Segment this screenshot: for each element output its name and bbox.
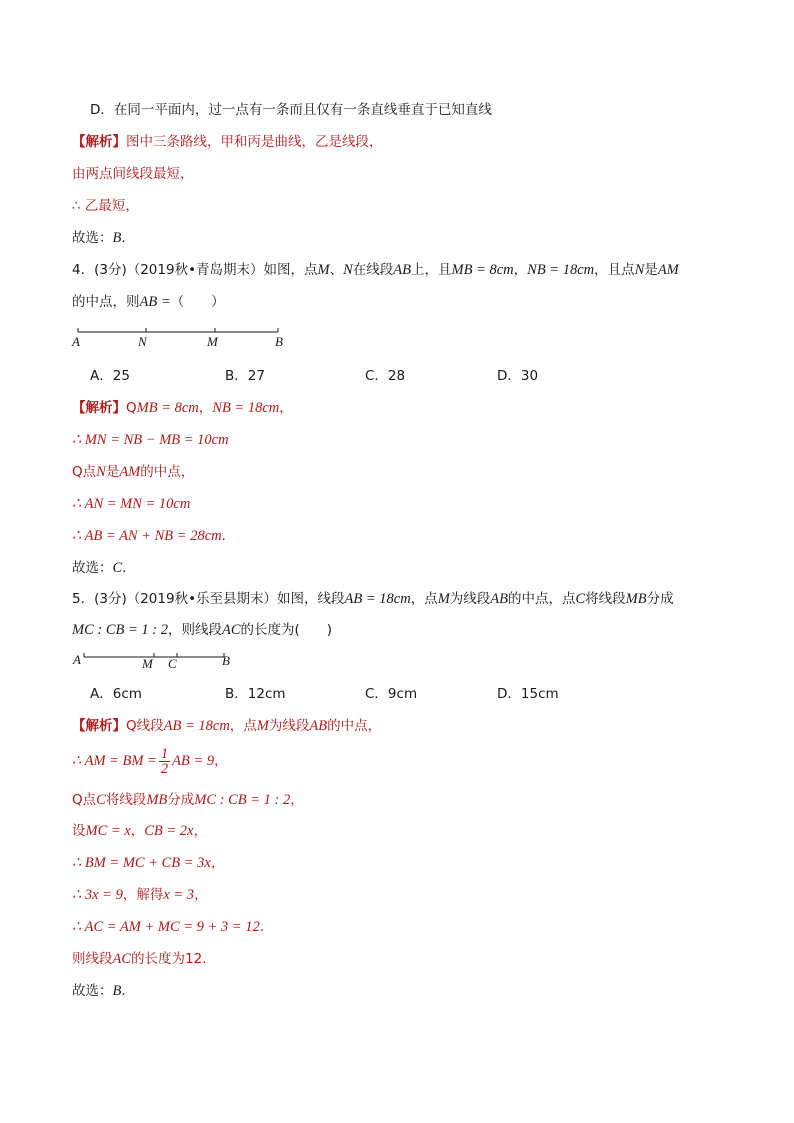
q5-solution-line-6 [72,885,208,905]
solution-text: 是 [105,464,120,480]
stem-text: 是 [644,262,658,278]
q5-solution-line-8 [72,949,216,969]
math-var: C [575,591,586,607]
point-label-b: B [222,653,230,668]
jiexi-tag: 【解析】 [72,134,126,150]
math-var: MB [146,792,168,808]
q4-stem-line-1 [72,260,679,280]
option-text: D．在同一平面内，过一点有一条而且仅有一条直线垂直于已知直线 [90,102,492,118]
math-expr: ∴ AC = AM + MC = 9 + 3 = 12 [72,919,260,935]
q5-solution-line-5 [72,853,224,873]
solution-text: ， [279,400,293,416]
math-expr: NB = 18cm [527,262,595,278]
solution-text: ， [290,792,304,808]
math-var: M [437,591,450,607]
solution-text: ． [259,919,274,935]
math-var: N [343,262,353,278]
math-expr: x = 3 [163,887,195,903]
math-var: M [317,262,330,278]
answer-value: C [112,560,123,576]
answer-end: ． [121,983,135,999]
jiexi-tag: 【解析】 [72,400,126,416]
math-expr: MC = x [85,823,131,839]
solution-text: ， [193,823,207,839]
solution-text: 的中点， [327,718,382,734]
solution-text: 分成 [167,792,195,808]
answer-blank: 的长度为( ) [240,622,333,638]
q5-solution-line-7 [72,917,273,937]
math-expr: AB = 18cm [163,718,230,734]
option-text: B．12cm [225,686,286,702]
q5-option-d[interactable] [497,684,559,704]
jiexi-text: 图中三条路线，甲和丙是曲线，乙是线段， [126,134,383,150]
math-expr: MB = 8cm [451,262,514,278]
q4-solution-line-3 [72,462,194,482]
answer-end: ． [122,560,136,576]
q5-stem-line-2 [72,620,332,640]
q4-option-a[interactable]: A．25 [90,368,130,384]
stem-text: ，点 [410,591,438,607]
option-text: C．9cm [365,686,418,702]
q4-segment-figure [70,322,300,350]
prev-solution-line-2 [72,164,194,184]
solution-text: 则线段 [72,951,113,967]
point-label-m: M [207,334,218,349]
stem-text: ，则线段 [167,622,222,638]
math-expr: NB = 18cm [212,400,280,416]
q4-stem-line-2 [72,292,225,312]
fraction-numerator: 1 [160,745,169,762]
q5-solution-line-4 [72,821,207,841]
fraction-one-half [159,747,170,776]
solution-value: 12 [185,951,203,967]
answer-value: B [112,983,122,999]
q4-solution-line-1 [72,398,293,418]
math-var: N [96,464,106,480]
math-var: AB [393,262,412,278]
math-var: AB [490,591,508,607]
option-text: A．6cm [90,686,142,702]
jiexi-tag: 【解析】 [72,718,126,734]
math-var: M [256,718,269,734]
stem-text: 4．(3分)（2019秋•青岛期末）如图，点 [72,262,318,278]
answer-label: 故选： [72,230,113,246]
answer-end: ． [121,230,135,246]
math-expr: ∴ AM = BM = [72,753,157,769]
solution-text: ， [198,400,213,416]
prev-answer [72,228,135,248]
solution-text: 由两点间线段最短， [72,166,194,182]
q4-answer [72,558,136,578]
math-expr: ∴ AB = AN + NB = 28cm [72,528,222,544]
math-var: AC [112,951,132,967]
prev-jiexi-line [72,132,383,152]
q5-segment-figure [70,648,240,676]
math-var: C [96,792,106,808]
stem-text: 的中点，点 [508,591,576,607]
solution-text: ， [194,887,208,903]
q4-solution-line-4 [72,494,190,514]
solution-text: Q线段 [126,718,164,734]
math-expr: MC : CB = 1 : 2 [72,622,168,638]
point-label-c: C [168,656,177,671]
prev-option-d [90,100,492,120]
stem-text: 分成 [646,591,674,607]
solution-text: 的中点， [140,464,195,480]
answer-blank: （ ） [170,294,225,310]
point-label-m: M [142,656,153,671]
q4-solution-line-5 [72,526,235,546]
math-var: MB [625,591,647,607]
answer-value: B [112,230,122,246]
prev-solution-line-3 [72,196,139,216]
stem-text: 的中点，则 [72,294,140,310]
math-expr: AB = [139,294,171,310]
q4-option-d[interactable]: D．30 [497,368,539,384]
math-var: AM [119,464,141,480]
q5-solution-line-2 [72,745,228,777]
stem-text: 将线段 [585,591,626,607]
q4-option-b[interactable]: B．27 [225,368,265,384]
stem-text: 为线段 [449,591,491,607]
solution-text: 为线段 [268,718,310,734]
q5-option-b[interactable] [225,684,286,704]
option-text: D．15cm [497,686,559,702]
math-var: AM [657,262,679,278]
math-expr: ∴ BM = MC + CB = 3x [72,855,211,871]
point-label-b: B [275,334,283,349]
math-expr: ∴ MN = NB − MB = 10cm [72,432,229,448]
math-expr: MC : CB = 1 : 2 [194,792,291,808]
math-expr: ∴ AN = MN = 10cm [72,496,191,512]
solution-text: ∴ 乙最短， [72,198,139,214]
stem-text: 在线段 [352,262,394,278]
stem-text: ， [513,262,528,278]
because-symbol: Q [126,400,137,416]
q5-stem-line-1 [72,589,674,609]
fraction-denominator: 2 [160,760,169,777]
math-expr: CB = 2x [144,823,194,839]
stem-text: 上，且 [411,262,452,278]
solution-text: Q点 [72,464,97,480]
math-expr: AB = 18cm [344,591,411,607]
q5-option-a[interactable] [90,684,142,704]
q5-option-c[interactable] [365,684,417,704]
point-label-n: N [138,334,147,349]
solution-text: ，解得 [122,887,164,903]
stem-text: 、 [329,262,344,278]
math-var: AC [221,622,241,638]
solution-text: Q点 [72,792,97,808]
solution-text: ． [202,951,216,967]
math-expr: MB = 8cm [136,400,199,416]
math-expr: ∴ 3x = 9 [72,887,123,903]
stem-text: ，且点 [594,262,635,278]
solution-text: ， [214,753,228,769]
q5-solution-line-3 [72,790,304,810]
solution-text: ，点 [229,718,257,734]
math-var: AB [309,718,328,734]
q5-solution-line-1 [72,716,381,736]
q5-answer [72,981,135,1001]
solution-text: ， [210,855,225,871]
solution-text: ． [221,528,236,544]
point-label-a: A [73,652,81,667]
math-var: N [634,262,645,278]
stem-text: 5．(3分)（2019秋•乐至县期末）如图，线段 [72,591,345,607]
answer-label: 故选： [72,983,113,999]
solution-text: 将线段 [105,792,147,808]
math-expr: AB = 9 [172,753,215,769]
solution-text: ， [130,823,145,839]
solution-text: 设 [72,823,86,839]
answer-label: 故选： [72,560,113,576]
q4-option-c[interactable]: C．28 [365,368,406,384]
q4-solution-line-2 [72,430,229,450]
point-label-a: A [72,334,80,349]
solution-text: 的长度为 [131,951,186,967]
